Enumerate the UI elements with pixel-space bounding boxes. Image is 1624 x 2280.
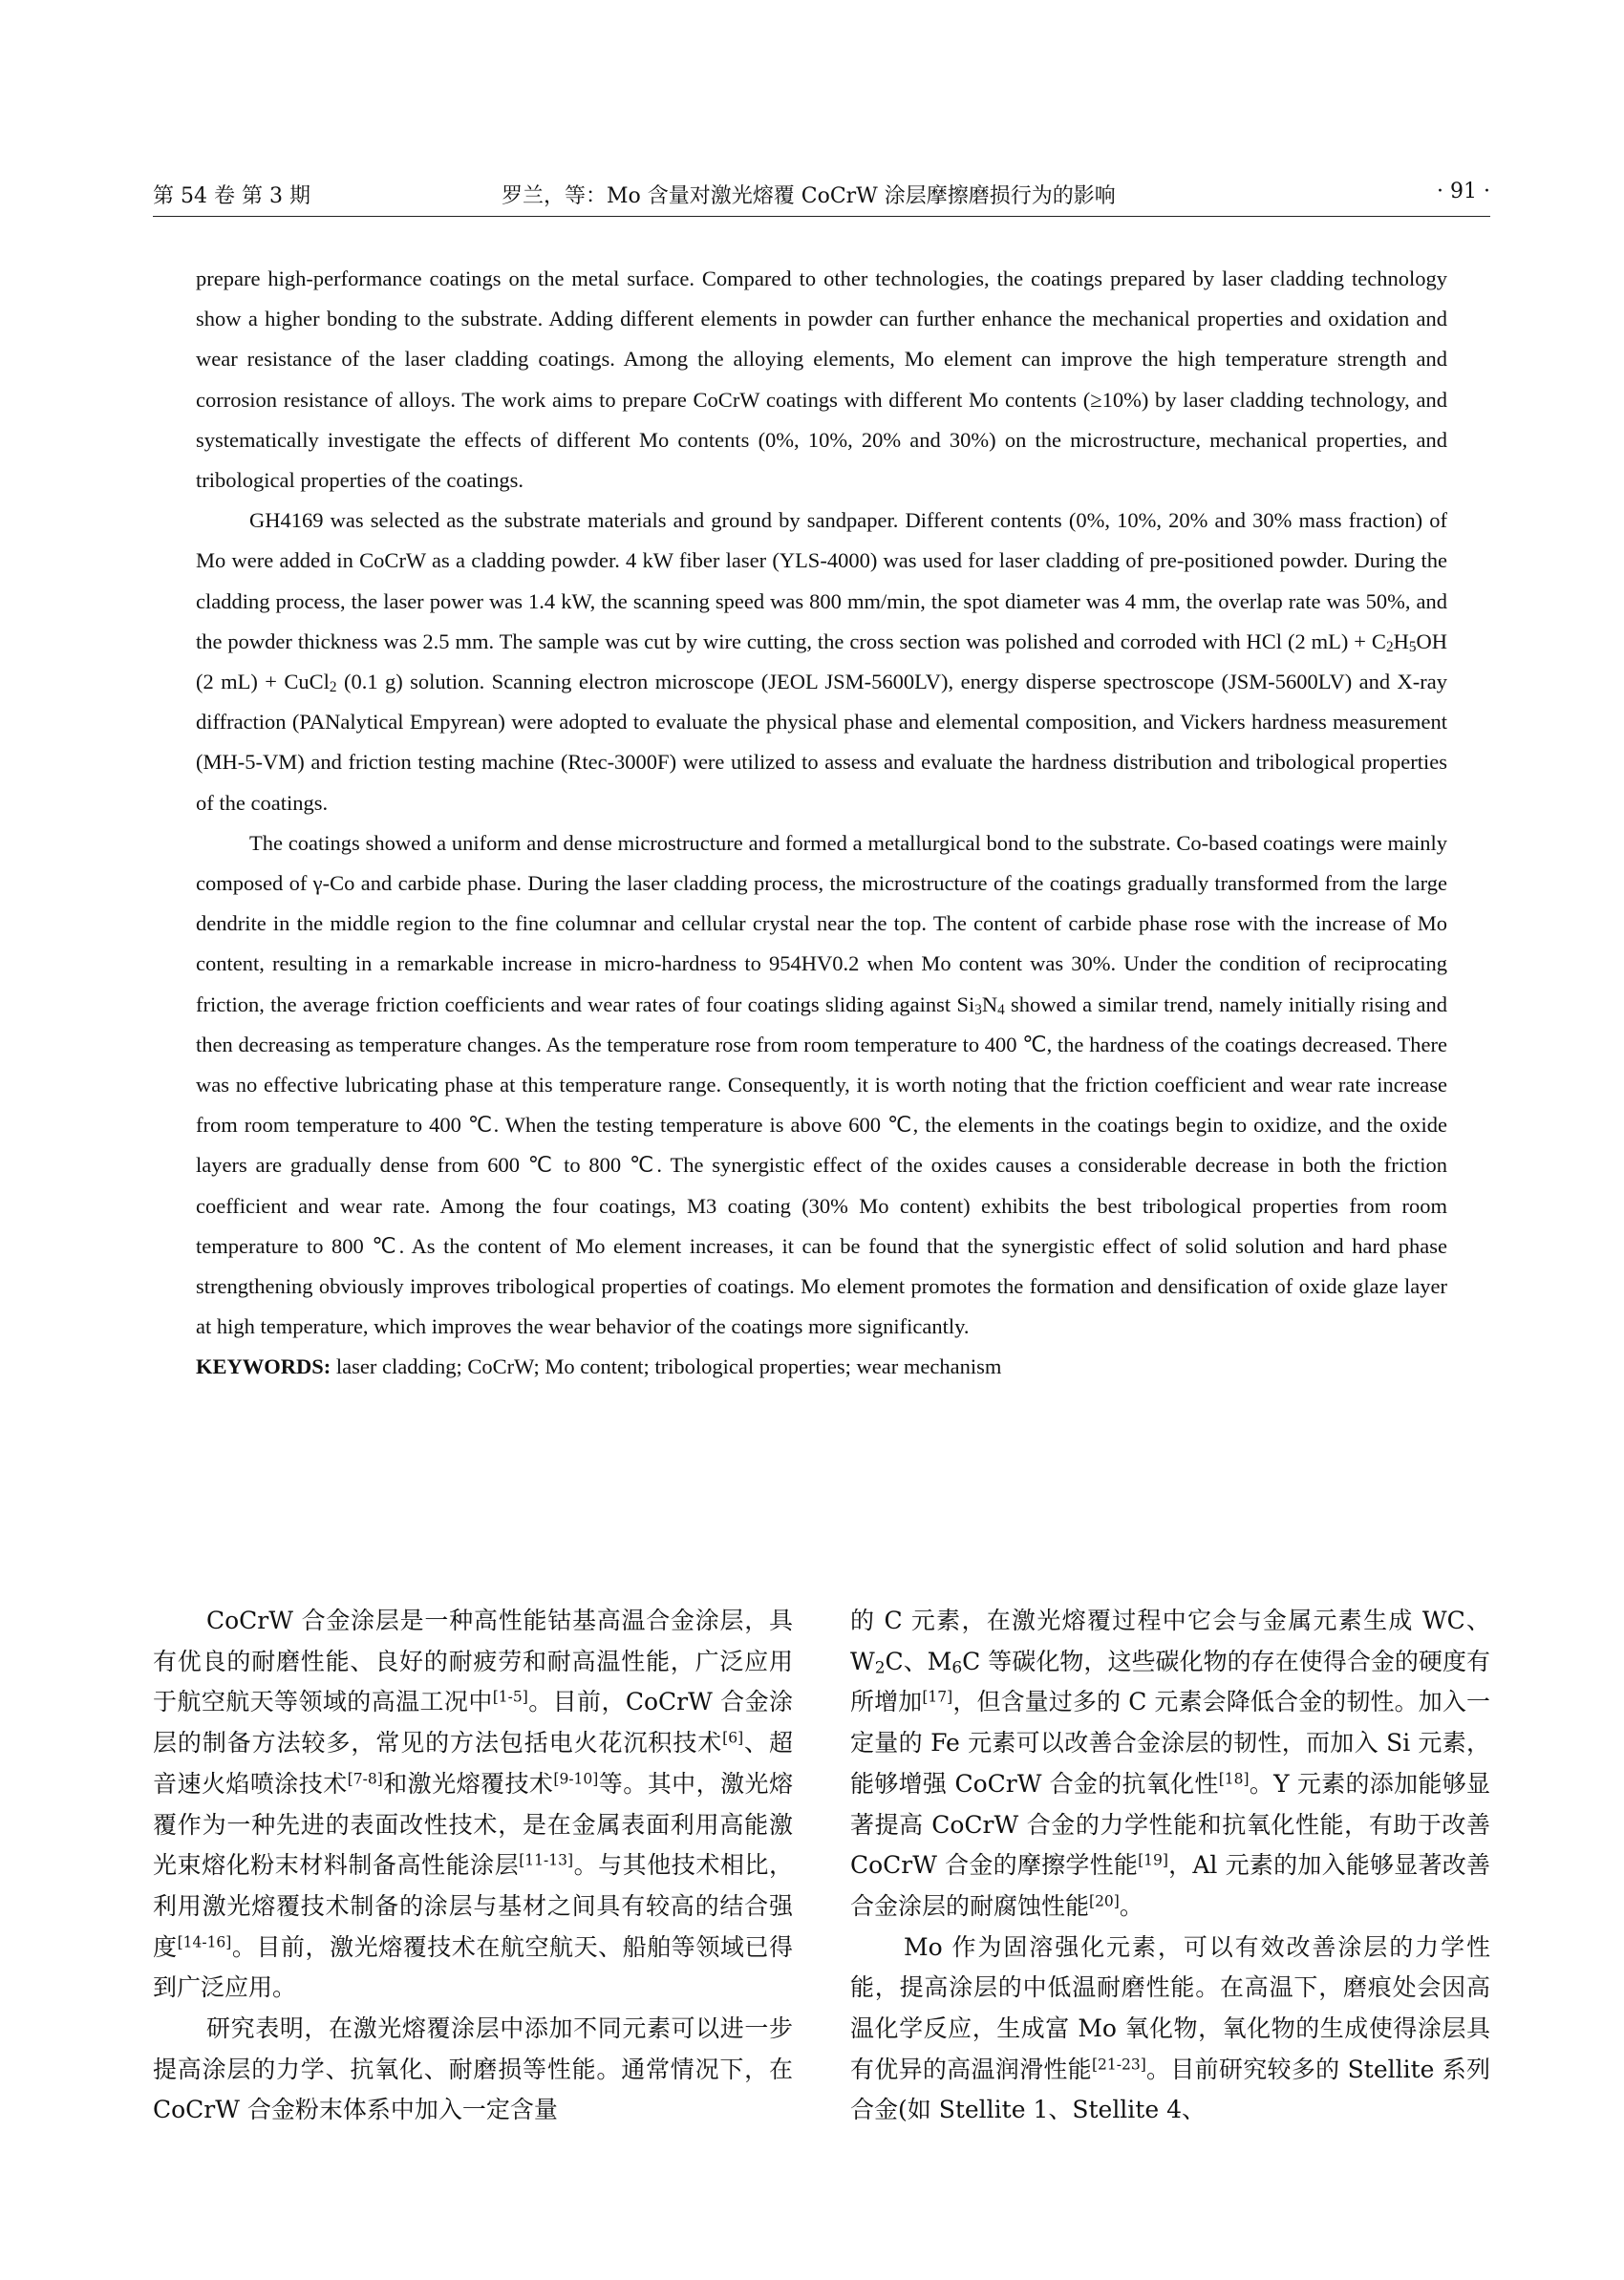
abstract-paragraph-1: prepare high-performance coatings on the metal surface. Compared to other technologies, the coatings prepared by laser cladding technology show a higher bonding to the substrate. Adding different elements in powder can further enhance the mechanical properties and oxidation and wear resistance of the laser cladding coatings. Among the alloying elements, Mo element can improve the high temperature strength and corrosion resistance of alloys. The work aims to prepare CoCrW coatings with different Mo contents (≥10%) by laser cladding technology, and systematically investigate the effects of different Mo contents (0%, 10%, 20% and 30%) on the microstructure, mechanical properties, and tribological properties of the coatings. xyxy=(196,266,1447,493)
citation: [17] xyxy=(922,1688,953,1706)
left-paragraph-1: CoCrW 合金涂层是一种高性能钴基高温合金涂层，具有优良的耐磨性能、良好的耐疲劳和耐高温性能，广泛应用于航空航天等领域的高温工况中[1-5]。目前，CoCrW 合金涂层的制备方法较多，常见的方法包括电火花沉积技术[6]、超音速火焰喷涂技术[7-8]和激光熔覆技术[9-10]等。其中，激光熔覆作为一种先进的表面改性技术，是在金属表面利用高能激光束熔化粉末材料制备高性能涂层[11-13]。与其他技术相比，利用激光熔覆技术制备的涂层与基材之间具有较高的结合强度[14-16]。目前，激光熔覆技术在航空航天、船舶等领域已得到广泛应用。 xyxy=(153,1607,793,2002)
journal-volume-issue: 第 54 卷 第 3 期 xyxy=(153,184,310,208)
citation: [6] xyxy=(722,1729,744,1747)
running-header xyxy=(153,178,1490,217)
citation: [19] xyxy=(1138,1851,1168,1869)
abstract-paragraph-3: The coatings showed a uniform and dense microstructure and formed a metallurgical bond to the substrate. Co-based coatings were mainly composed of γ-Co and carbide phase. During the laser cladding process, the microstructure of the coatings gradually transformed from the large dendrite in the middle region to the fine columnar and cellular crystal near the top. The content of carbide phase rose with the increase of Mo content, resulting in a remarkable increase in micro-hardness to 954HV0.2 when Mo content was 30%. Under the condition of reciprocating friction, the average friction coefficients and wear rates of four coatings sliding against $Si_3N_4$ showed a similar trend, namely initially rising and then decreasing as temperature changes. As the temperature rose from room temperature to 400 ℃, the hardness of the coatings decreased. There was no effective lubricating phase at this temperature range. Consequently, it is worth noting that the friction coefficient and wear rate increase from room temperature to 400 ℃. When the testing temperature is above 600 ℃, the elements in the coatings begin to oxidize, and the oxide layers are gradually dense from 600 ℃ to 800 ℃. The synergistic effect of the oxides causes a considerable decrease in both the friction coefficient and wear rate. Among the four coatings, M3 coating (30% Mo content) exhibits the best tribological properties from room temperature to 800 ℃. As the content of Mo element increases, it can be found that the synergistic effect of solid solution and hard phase strengthening obviously improves tribological properties of coatings. Mo element promotes the formation and densification of oxide glaze layer at high temperature, which improves the wear behavior of the coatings more significantly. xyxy=(196,830,1447,1339)
right-paragraph-1: 的 C 元素，在激光熔覆过程中它会与金属元素生成 WC、$W_2C$、$M_6C$ 等碳化物，这些碳化物的存在使得合金的硬度有所增加[17]，但含量过多的 C 元素会降低合金的韧性。加入一定量的 Fe 元素可以改善合金涂层的韧性，而加入 Si 元素，能够增强 CoCrW 合金的抗氧化性[18]。Y 元素的添加能够显著提高 CoCrW 合金的力学性能和抗氧化性能，有助于改善 CoCrW 合金的摩擦学性能[19]，Al 元素的加入能够显著改善合金涂层的耐腐蚀性能[20]。 xyxy=(850,1607,1491,1920)
citation: [7-8] xyxy=(347,1770,383,1788)
citation: [9-10] xyxy=(553,1770,599,1788)
left-paragraph-2: 研究表明，在激光熔覆涂层中添加不同元素可以进一步提高涂层的力学、抗氧化、耐磨损等性能。通常情况下，在 CoCrW 合金粉末体系中加入一定含量 xyxy=(153,2014,793,2124)
abstract-paragraph-2: GH4169 was selected as the substrate materials and ground by sandpaper. Different contents (0%, 10%, 20% and 30% mass fraction) of Mo were added in CoCrW as a cladding powder. 4 kW fiber laser (YLS-4000) was used for laser cladding of pre-positioned powder. During the cladding process, the laser power was 1.4 kW, the scanning speed was 800 mm/min, the spot diameter was 4 mm, the overlap rate was 50%, and the powder thickness was 2.5 mm. The sample was cut by wire cutting, the cross section was polished and corroded with HCl (2 $mL) + C_2H_5OH$ (2 mL) + CuCl$_2$ (0.1 g) solution. Scanning electron microscope (JEOL JSM-5600LV), energy disperse spectroscope (JSM-5600LV) and X-ray diffraction (PANalytical Empyrean) were adopted to evaluate the physical phase and elemental composition, and Vickers hardness measurement (MH-5-VM) and friction testing machine (Rtec-3000F) were utilized to assess and evaluate the hardness distribution and tribological properties of the coatings. xyxy=(196,508,1447,815)
citation: [11-13] xyxy=(519,1851,574,1869)
right-column xyxy=(850,1601,1490,2131)
citation: [20] xyxy=(1089,1892,1120,1910)
citation: [1-5] xyxy=(492,1688,528,1706)
running-title: 罗兰，等：Mo 含量对激光熔覆 CoCrW 涂层摩擦磨损行为的影响 xyxy=(502,184,1116,208)
keywords-label: KEYWORDS: xyxy=(196,1354,331,1379)
left-column xyxy=(153,1601,793,2131)
citation: [18] xyxy=(1218,1770,1250,1788)
english-abstract xyxy=(196,259,1447,1388)
keywords-list: laser cladding; CoCrW; Mo content; tribological properties; wear mechanism xyxy=(331,1354,1002,1379)
page-number: · 91 · xyxy=(1437,180,1490,203)
citation: [14-16] xyxy=(177,1933,232,1951)
keywords xyxy=(196,1347,1447,1387)
citation: [21-23] xyxy=(1091,2056,1146,2074)
right-paragraph-2: Mo 作为固溶强化元素，可以有效改善涂层的力学性能，提高涂层的中低温耐磨性能。在高温下，磨痕处会因高温化学反应，生成富 Mo 氧化物，氧化物的生成使得涂层具有优异的高温润滑性能[21-23]。目前研究较多的 Stellite 系列合金(如 Stellite 1、Stellite 4、 xyxy=(850,1932,1490,2124)
